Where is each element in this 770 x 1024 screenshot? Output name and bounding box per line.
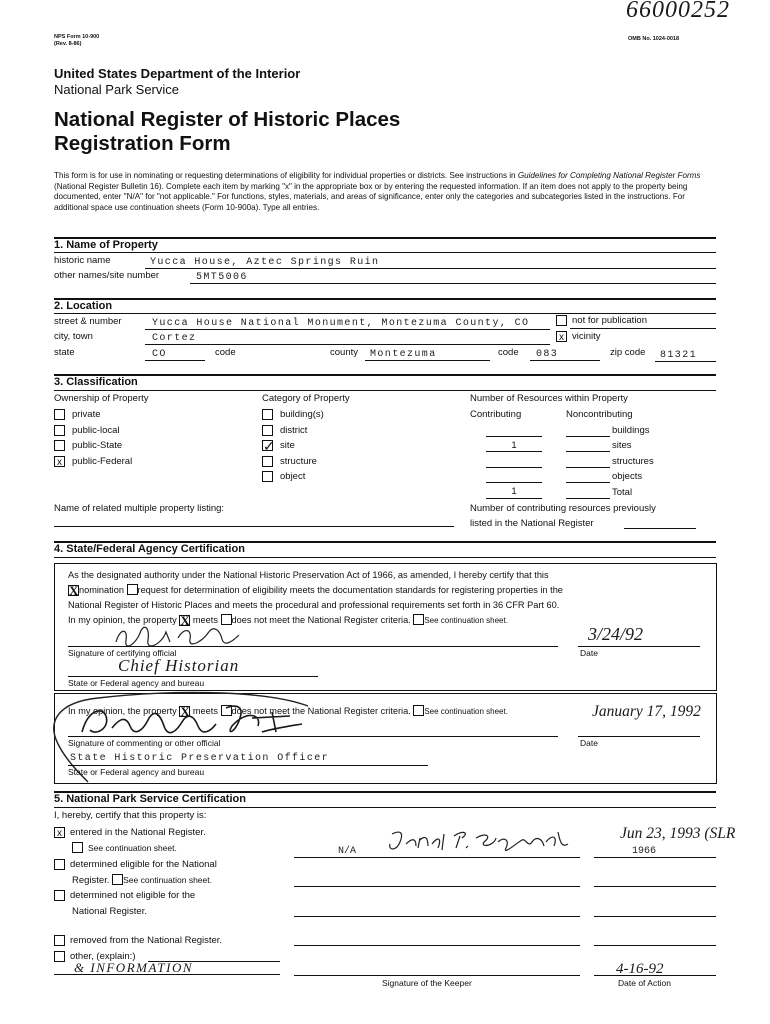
other-names-value: 5MT5006 [196,272,248,283]
previously-listed-label-2: listed in the National Register [470,518,594,529]
ownership-public-federal-label: public-Federal [72,456,133,467]
section-5-heading: 5. National Park Service Certification [54,793,246,805]
category-structure-label: structure [280,456,317,467]
not-eligible-label-2: National Register. [72,906,147,917]
keeper-signature-line [294,975,580,976]
field-underline [566,451,610,452]
continuation-label: See continuation sheet. [424,707,508,716]
field-underline [145,344,550,345]
opinion-prefix: In my opinion, the property [68,706,177,716]
resources-total-label: Total [612,487,633,498]
instructions-paragraph [54,171,718,213]
certifying-official-signature [112,624,242,648]
keeper-signature-line [294,916,580,917]
certifying-date-label: Date [580,648,598,658]
field-underline [624,528,696,529]
ownership-private-checkbox [54,409,65,420]
category-object-label: object [280,471,306,482]
total-contributing-value: 1 [511,486,517,497]
section-1-heading: 1. Name of Property [54,239,158,251]
instructions-text-1: This form is for use in nominating or requesting determinations of eligibility for individual properties or districts. See instructions in [54,171,518,180]
field-underline [145,329,550,330]
removed-label: removed from the National Register. [70,935,223,946]
eligible-label-2: Register. [72,875,110,886]
ownership-private-label: private [72,409,101,420]
county-label: county [330,347,358,358]
field-underline [486,498,542,499]
commenting-signature-label: Signature of commenting or other official [68,738,221,748]
field-underline [655,361,716,362]
field-underline [566,498,610,499]
entered-na-value: N/A [338,846,357,857]
field-underline [566,482,610,483]
commenting-date-label: Date [580,738,598,748]
commenting-date: January 17, 1992 [592,703,701,720]
form-subtitle: Registration Form [54,132,231,155]
continuation-checkbox [413,614,424,625]
agency-line [68,765,428,766]
state-label: state [54,347,75,358]
zip-code-label: zip code [610,347,646,358]
department-name: United States Department of the Interior [54,66,301,81]
certification-line-3: National Register of Historic Places and meets the procedural and professional requirements set forth in 36 CFR Part 60. [68,600,560,610]
entered-checkbox: x [54,827,65,838]
instructions-guidelines-title: Guidelines for Completing National Register Forms [517,171,701,180]
section-divider [54,252,716,253]
field-underline [54,526,454,527]
meets-checkbox: X [180,613,190,628]
date-line [594,886,716,887]
section-divider [54,390,716,391]
date-line [594,857,716,858]
category-district-label: district [280,425,308,436]
date-line [594,945,716,946]
state-code-label: code [215,347,236,358]
entered-continuation-checkbox [72,842,83,853]
county-code-value: 083 [536,349,559,360]
vicinity-label: vicinity [572,331,601,342]
county-code-label: code [498,347,519,358]
date-line [594,916,716,917]
entered-label: entered in the National Register. [70,827,206,838]
category-object-checkbox [262,471,273,482]
section-divider [54,313,716,314]
meets-label: meets [192,706,218,716]
ownership-public-local-checkbox [54,425,65,436]
category-buildings-label: building(s) [280,409,324,420]
nomination-checkbox: X [69,583,79,598]
continuation-checkbox [413,705,424,716]
keeper-signature-line [294,857,580,858]
ownership-public-state-label: public-State [72,440,123,451]
category-heading: Category of Property [262,393,350,404]
keeper-signature-label: Signature of the Keeper [382,978,472,988]
instructions-text-2: (National Register Bulletin 16). Complete each item by marking "x" in the appropriate box or by entering the requested information. If an item does not apply to the property being documented, enter "N/A" for "not applicable." For functions, styles, materials, and areas of significance, enter only the categories and subcategories listed in the instructions. For additional space use continuation sheets (Form 10-900a). Type all entries. [54,181,688,212]
section-4-heading: 4. State/Federal Agency Certification [54,543,245,555]
field-underline [145,268,716,269]
other-explanation: & INFORMATION [74,960,194,975]
form-title: National Register of Historic Places [54,108,401,131]
date-of-action: 4-16-92 [616,961,664,977]
field-underline [570,328,716,329]
not-for-publication-checkbox [556,315,567,326]
field-underline [190,283,716,284]
other-label: other, (explain:) [70,951,136,962]
street-value: Yucca House National Monument, Montezuma County, CO [152,318,530,329]
keeper-signature [382,828,572,854]
certifying-agency-value: Chief Historian [118,656,240,675]
section-divider [54,557,716,558]
commenting-agency-label: State or Federal agency and bureau [68,767,205,777]
state-value: CO [152,349,167,360]
agency-line [68,676,318,677]
meets-label: meets [192,615,218,625]
category-district-checkbox [262,425,273,436]
section-divider [54,807,716,808]
nomination-label: nomination [79,585,124,595]
certification-line-2 [68,584,563,596]
omb-number: OMB No. 1024-0018 [628,36,680,42]
explain-line [54,974,280,975]
category-buildings-checkbox [262,409,273,420]
historic-name-value: Yucca House, Aztec Springs Ruin [150,257,380,268]
keeper-signature-line [294,886,580,887]
historic-name-label: historic name [54,255,111,266]
certification-line-1: As the designated authority under the National Historic Preservation Act of 1966, as amended, I hereby certify that this [68,570,549,580]
resources-objects-label: objects [612,471,643,482]
field-underline [566,467,610,468]
not-eligible-label: determined not eligible for the [70,890,196,901]
opinion-prefix: In my opinion, the property [68,615,177,625]
certifying-agency-label: State or Federal agency and bureau [68,678,205,688]
section-2-heading: 2. Location [54,300,113,312]
entered-continuation-label: See continuation sheet. [88,843,177,853]
contributing-heading: Contributing [470,409,522,420]
eligible-line-2 [72,874,212,887]
ownership-public-state-checkbox [54,440,65,451]
field-underline [145,360,205,361]
not-for-publication-label: not for publication [572,315,647,326]
vicinity-checkbox: x [556,331,567,342]
category-site-label: site [280,440,295,451]
county-value: Montezuma [370,349,437,360]
previously-listed-label-1: Number of contributing resources previously [470,503,656,514]
field-underline [566,436,610,437]
eligible-checkbox [54,859,65,870]
sites-contributing-value: 1 [511,440,517,451]
field-underline [486,482,542,483]
not-eligible-checkbox [54,890,65,901]
category-site-checkbox: ✓ [263,438,275,454]
commenting-agency-value: State Historic Preservation Officer [70,753,330,764]
noncontributing-heading: Noncontributing [566,409,633,420]
entered-date: Jun 23, 1993 (SLR [620,825,736,842]
date-line [594,975,716,976]
section-3-heading: 3. Classification [54,376,138,388]
signature-line [68,736,558,737]
request-determination-label: request for determination of eligibility meets the documentation standards for registering properties in the [137,585,563,595]
section-divider [54,298,716,300]
removed-checkbox [54,935,65,946]
resources-sites-label: sites [612,440,632,451]
other-names-label: other names/site number [54,270,160,281]
eligible-label: determined eligible for the National [70,859,217,870]
street-label: street & number [54,316,122,327]
city-label: city, town [54,331,93,342]
field-underline [530,360,600,361]
service-name: National Park Service [54,82,179,97]
form-number: NPS Form 10-900 [54,34,100,40]
eligible-continuation-checkbox [112,874,123,885]
certifying-signature-label: Signature of certifying official [68,648,177,658]
field-underline [365,360,490,361]
other-checkbox [54,951,65,962]
certifying-date: 3/24/92 [588,624,644,644]
keeper-signature-line [294,945,580,946]
continuation-label: See continuation sheet. [424,616,508,625]
ownership-public-local-label: public-local [72,425,120,436]
signature-line [68,646,558,647]
request-determination-checkbox [127,584,138,595]
handwritten-reference-number: 66000252 [626,0,730,23]
zip-code-value: 81321 [660,350,698,361]
resources-structures-label: structures [612,456,654,467]
city-value: Cortez [152,333,197,344]
entered-date-typed: 1966 [632,846,657,857]
meets-checkbox: X [180,704,190,719]
ownership-heading: Ownership of Property [54,393,149,404]
field-underline [486,451,542,452]
form-revision: (Rev. 8-86) [54,41,82,47]
nps-certification-intro: I, hereby, certify that this property is: [54,810,207,821]
section-divider [54,374,716,376]
category-structure-checkbox [262,456,273,467]
resources-heading: Number of Resources within Property [470,393,628,404]
ownership-public-federal-checkbox: x [54,456,65,467]
resources-buildings-label: buildings [612,425,650,436]
does-not-meet-label: does not meet the National Register criteria. [231,615,411,625]
related-listing-label: Name of related multiple property listing: [54,503,225,514]
field-underline [486,467,542,468]
date-line [578,646,700,647]
does-not-meet-label: does not meet the National Register criteria. [231,706,411,716]
date-of-action-label: Date of Action [618,978,671,988]
field-underline [486,436,542,437]
date-line [578,736,700,737]
eligible-continuation-label: See continuation sheet. [123,875,212,885]
